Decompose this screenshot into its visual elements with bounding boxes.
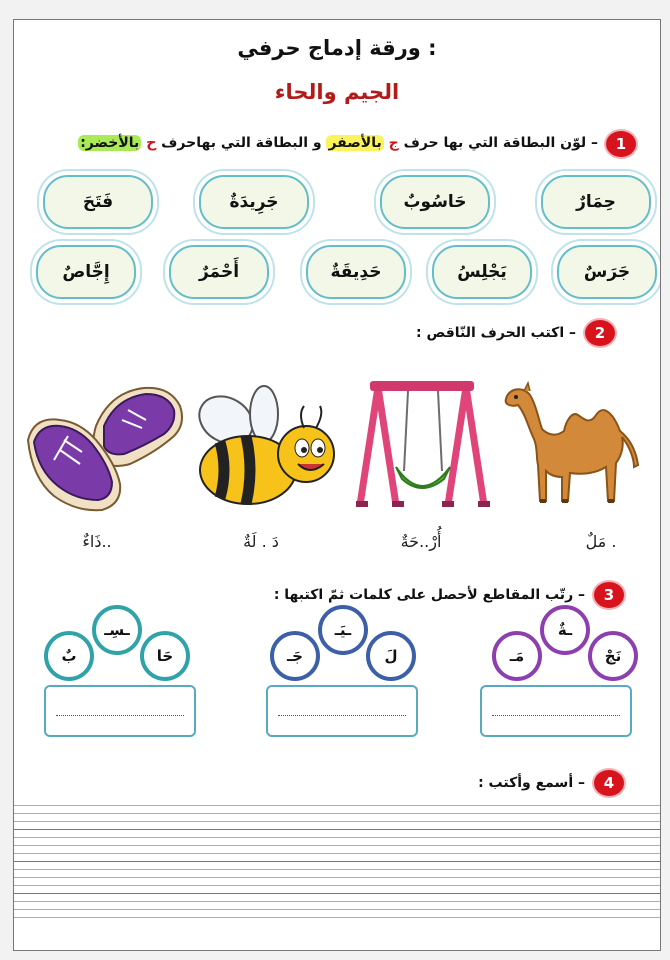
- section-3-number: 3: [594, 582, 624, 608]
- syllable-circle[interactable]: لَ: [366, 631, 416, 681]
- section-1-text-a: لوّن البطاقة التي بها حرف: [403, 135, 587, 151]
- missing-word-swing: أُرْ..حَةٌ: [400, 532, 442, 551]
- bee-icon: [186, 380, 336, 510]
- word-card[interactable]: جَرِيدَةٌ: [199, 175, 309, 229]
- section-4-number: 4: [594, 770, 624, 796]
- word-card[interactable]: يَجْلِسُ: [432, 245, 532, 299]
- section-4-instruction: – أسمع وأكتب :: [478, 775, 585, 791]
- word-card[interactable]: حَدِيقَةٌ: [306, 245, 406, 299]
- answer-box[interactable]: [44, 685, 196, 737]
- word-card[interactable]: أَحْمَرٌ: [169, 245, 269, 299]
- syllable-circle[interactable]: بٌ: [44, 631, 94, 681]
- page-subtitle: الجيم والحاء: [274, 80, 400, 104]
- camel-icon: [500, 375, 640, 510]
- section-1-text-b: و البطاقة التي بهاحرف: [161, 135, 322, 151]
- with-yellow: بالأصفر: [328, 135, 382, 151]
- section-1-number: 1: [606, 131, 636, 157]
- missing-word-camel: . مَلٌ: [585, 532, 617, 551]
- word-card[interactable]: حَاسُوبٌ: [380, 175, 490, 229]
- swing-icon: [352, 375, 492, 510]
- writing-lines[interactable]: [14, 805, 660, 925]
- syllable-circle[interactable]: مَـ: [492, 631, 542, 681]
- page-title: ورقة إدماج حرفي :: [237, 36, 437, 60]
- syllable-circle[interactable]: نَجْ: [588, 631, 638, 681]
- syllable-circle[interactable]: ـيَـ: [318, 605, 368, 655]
- word-card[interactable]: حِمَارٌ: [541, 175, 651, 229]
- letter-haa: ح: [146, 135, 157, 151]
- syllable-circle[interactable]: ـةٌ: [540, 605, 590, 655]
- letter-jeem: ج: [388, 135, 399, 151]
- word-card[interactable]: فَتَحَ: [43, 175, 153, 229]
- shoes-icon: [24, 380, 189, 515]
- syllable-circle[interactable]: حَا: [140, 631, 190, 681]
- syllable-circle[interactable]: جَـ: [270, 631, 320, 681]
- section-2-number: 2: [585, 320, 615, 346]
- answer-box[interactable]: [480, 685, 632, 737]
- section-1-dash: –: [591, 135, 598, 151]
- section-2-instruction: – اكتب الحرف النّاقص :: [416, 325, 576, 341]
- answer-box[interactable]: [266, 685, 418, 737]
- syllable-circle[interactable]: ـسِـ: [92, 605, 142, 655]
- word-card[interactable]: إِجَّاصٌ: [36, 245, 136, 299]
- missing-word-shoes: ..ذَاءٌ: [82, 532, 112, 551]
- worksheet: [13, 19, 661, 951]
- with-green: بالأخضر:: [80, 135, 140, 151]
- word-card[interactable]: جَرَسٌ: [557, 245, 657, 299]
- section-1-instruction: [78, 135, 598, 151]
- section-3-instruction: – رتّب المقاطع لأحصل على كلمات ثمّ اكتبها :: [273, 587, 585, 603]
- missing-word-bee: دَ . لَةٌ: [243, 532, 279, 551]
